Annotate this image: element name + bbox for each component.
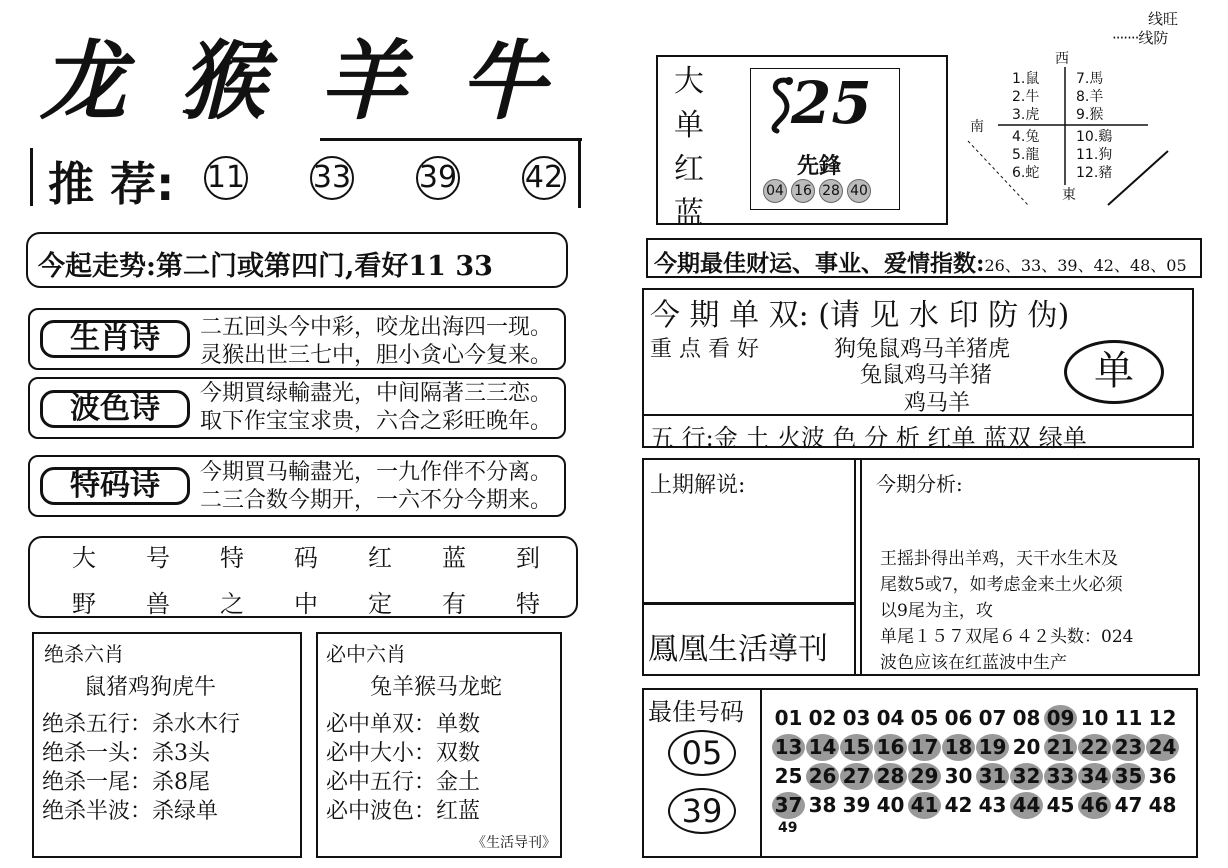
number-ball: 24 [1146, 734, 1179, 761]
number-ball: 12 [1148, 706, 1177, 730]
number-ball: 33 [1044, 763, 1077, 790]
zodiac-item: 11.狗 [1076, 147, 1113, 163]
recommend-number: 42 [522, 156, 566, 200]
vertical-char: 红 [674, 152, 704, 187]
number-row [772, 791, 1179, 820]
pioneer-ball: 16 [791, 179, 815, 203]
number-ball: 48 [1148, 793, 1177, 817]
grid-char: 之 [220, 590, 244, 618]
number-ball: 28 [874, 763, 907, 790]
index-label: 今期最佳财运、事业、爱情指数: [654, 250, 985, 277]
poem-special [200, 459, 552, 515]
pioneer-ball: 04 [763, 179, 787, 203]
analysis-line: 波色应该在红蓝波中生产 [880, 653, 1067, 673]
best-pick: 39 [668, 788, 736, 834]
pioneer-number: 25 [791, 69, 872, 137]
number-ball: 27 [840, 763, 873, 790]
number-ball: 01 [774, 706, 803, 730]
number-ball: 21 [1044, 734, 1077, 761]
title-char-2: 猴 [180, 32, 266, 132]
index-values: 26、33、39、42、48、05 [984, 256, 1187, 275]
number-ball: 07 [978, 706, 1007, 730]
number-ball: 22 [1078, 734, 1111, 761]
analysis-line: 王摇卦得出羊鸡，天干水生木及 [880, 549, 1118, 569]
number-ball: 10 [1080, 706, 1109, 730]
recommend-bar-right [578, 140, 581, 208]
best-last-number: 49 [778, 820, 798, 836]
single-double-box [642, 288, 1194, 452]
must-line: 必中单双：单数 [326, 712, 481, 737]
kill-animals: 鼠猪鸡狗虎牛 [84, 675, 217, 700]
number-ball: 34 [1078, 763, 1111, 790]
kill-box [32, 632, 302, 858]
sd-wuxing: 五 行:金 土 火波 色 分 析 红单 蓝双 绿单 [650, 424, 1087, 452]
recommend-label: 推 荐: [48, 157, 175, 211]
best-box [642, 688, 1198, 858]
number-ball: 23 [1112, 734, 1145, 761]
brand-text: 鳳凰生活導刊 [648, 632, 828, 667]
must-line: 必中五行：金土 [326, 770, 481, 795]
must-title: 必中六肖 [326, 642, 406, 666]
last-label: 上期解说: [650, 473, 746, 498]
title-char-3: 羊 [320, 32, 406, 132]
zodiac-right-bottom [1076, 128, 1112, 182]
analysis-divider [854, 460, 862, 674]
number-ball: 26 [806, 763, 839, 790]
sd-divider [644, 414, 1192, 416]
pioneer-label: 先鋒 [797, 154, 842, 179]
trend-text: 今起走势:第二门或第四门,看好11 33 [38, 251, 493, 282]
best-divider [760, 690, 762, 856]
recommend-number: 33 [310, 156, 354, 200]
grid-char: 大 [72, 544, 96, 572]
number-row [772, 762, 1179, 791]
number-ball: 05 [910, 706, 939, 730]
number-ball: 08 [1012, 706, 1041, 730]
poem-tag-special: 特码诗 [40, 467, 190, 505]
number-ball: 44 [1010, 792, 1043, 819]
vertical-char: 单 [674, 108, 704, 143]
number-ball: 45 [1046, 793, 1075, 817]
trend-box [26, 232, 568, 288]
number-ball: 17 [908, 734, 941, 761]
pioneer-box [750, 68, 900, 210]
grid-char: 到 [516, 544, 540, 572]
number-ball: 47 [1114, 793, 1143, 817]
number-ball: 14 [806, 734, 839, 761]
zodiac-left-bottom [1012, 128, 1039, 182]
poem-color [200, 380, 552, 436]
pioneer-ball: 40 [847, 179, 871, 203]
kill-line: 绝杀一头：杀3头 [42, 741, 210, 766]
number-ball: 02 [808, 706, 837, 730]
vertical-char: 大 [674, 64, 704, 99]
title-underline [320, 138, 582, 141]
poem-line: 二三合数今期开，一六不分今期来。 [200, 488, 553, 513]
title-char-1: 龙 [40, 32, 126, 132]
recommend-number: 39 [416, 156, 460, 200]
number-ball: 41 [908, 792, 941, 819]
kill-title: 绝杀六肖 [44, 642, 124, 666]
analysis-lines [880, 546, 1133, 676]
grid-char: 码 [294, 544, 318, 572]
grid-char: 特 [220, 544, 244, 572]
grid-char: 野 [72, 590, 96, 618]
top-right-label-2: ·······线防 [1112, 29, 1169, 47]
recommend-number: 11 [204, 156, 248, 200]
grid-char: 有 [442, 590, 466, 618]
sd-focus-label: 重 点 看 好 [650, 337, 759, 362]
grid-char: 蓝 [442, 544, 466, 572]
zodiac-west: 西 [1055, 51, 1069, 67]
poem-tag-color: 波色诗 [40, 390, 190, 428]
number-ball: 15 [840, 734, 873, 761]
grid-char: 红 [368, 544, 392, 572]
number-ball: 13 [772, 734, 805, 761]
zodiac-item: 6.蛇 [1012, 165, 1040, 181]
kill-line: 绝杀一尾：杀8尾 [42, 770, 210, 795]
top-right-label-1: 线旺 [1148, 10, 1179, 28]
top-right-label-2-text: 线防 [1138, 29, 1169, 47]
number-ball: 42 [944, 793, 973, 817]
sd-line: 兔鼠鸡马羊猪 [860, 363, 993, 388]
number-ball: 29 [908, 763, 941, 790]
analysis-line: 单尾１５７双尾６４２头数：024 [880, 627, 1134, 647]
kill-line: 绝杀五行：杀水木行 [42, 712, 241, 737]
poem-line: 今期買绿輸盡光，中间隔著三三恋。 [200, 381, 553, 406]
sd-line: 狗兔鼠鸡马羊猪虎 [834, 337, 1011, 362]
zodiac-item: 5.龍 [1012, 147, 1040, 163]
number-ball: 18 [942, 734, 975, 761]
sd-line: 鸡马羊 [904, 391, 971, 416]
grid-char: 特 [516, 590, 540, 618]
kill-line: 绝杀半波：杀绿单 [42, 799, 219, 824]
zodiac-south: 南 [970, 119, 984, 135]
zodiac-item: 4.兔 [1012, 129, 1040, 145]
recommend-numbers [204, 156, 566, 200]
number-ball: 35 [1112, 763, 1145, 790]
grid-row-1 [36, 538, 576, 573]
grid-char: 中 [294, 590, 318, 618]
number-ball: 03 [842, 706, 871, 730]
poem-tag-zodiac: 生肖诗 [40, 320, 190, 358]
poem-line: 今期買马輸盡光，一九作伴不分离。 [200, 460, 553, 485]
number-ball: 09 [1044, 705, 1077, 732]
number-ball: 20 [1012, 735, 1041, 759]
grid-char: 定 [368, 590, 392, 618]
number-ball: 36 [1148, 764, 1177, 788]
number-ball: 16 [874, 734, 907, 761]
analysis-box [642, 458, 1200, 676]
zodiac-left-top [1012, 70, 1039, 124]
grid-row-2 [36, 584, 576, 619]
number-ball: 46 [1078, 792, 1111, 819]
number-row [772, 733, 1179, 762]
number-row [772, 704, 1179, 733]
zodiac-item: 2.牛 [1012, 89, 1040, 105]
analysis-line: 以9尾为主，攻 [880, 601, 993, 621]
last-divider [644, 602, 854, 605]
must-list [326, 710, 480, 826]
number-ball: 40 [876, 793, 905, 817]
number-ball: 30 [944, 764, 973, 788]
analysis-line: 尾数5或7，如考虑金来土火必须 [880, 575, 1123, 595]
zodiac-east: 東 [1062, 187, 1076, 203]
poem-line: 取下作宝宝求贵，六合之彩旺晚年。 [200, 409, 553, 434]
kill-list [42, 710, 240, 826]
zodiac-item: 10.鷄 [1076, 129, 1113, 145]
zodiac-item: 9.猴 [1076, 107, 1104, 123]
number-ball: 31 [976, 763, 1009, 790]
this-label: 今期分析: [876, 472, 963, 496]
zodiac-item: 12.豬 [1076, 165, 1113, 181]
number-ball: 04 [876, 706, 905, 730]
recommend-bar-left [30, 148, 33, 206]
number-ball: 32 [1010, 763, 1043, 790]
number-ball: 19 [976, 734, 1009, 761]
zodiac-item: 3.虎 [1012, 107, 1040, 123]
poem-zodiac [200, 314, 552, 370]
best-pick: 05 [668, 730, 736, 776]
must-animals: 兔羊猴马龙蛇 [370, 675, 503, 700]
pioneer-ball: 28 [819, 179, 843, 203]
number-ball: 06 [944, 706, 973, 730]
zodiac-right-top [1076, 70, 1103, 124]
sd-stamp: 单 [1064, 340, 1164, 404]
poem-line: 灵猴出世三七中，胆小贪心今复来。 [200, 343, 553, 368]
number-ball: 39 [842, 793, 871, 817]
number-ball: 37 [772, 792, 805, 819]
sd-title: 今 期 单 双: (请 见 水 印 防 伪) [650, 298, 1070, 333]
must-source: 《生活导刊》 [472, 835, 556, 851]
zodiac-item: 8.羊 [1076, 89, 1104, 105]
vertical-char: 蓝 [674, 196, 704, 231]
must-box [316, 632, 562, 858]
poem-line: 二五回头今中彩，咬龙出海四一现。 [200, 315, 553, 340]
grid-char: 兽 [146, 590, 170, 618]
best-label: 最佳号码 [648, 698, 744, 726]
index-content [654, 245, 1187, 278]
zodiac-item: 7.馬 [1076, 71, 1104, 87]
number-grid [772, 704, 1179, 820]
number-ball: 25 [774, 764, 803, 788]
index-box [646, 238, 1202, 278]
zodiac-item: 1.鼠 [1012, 71, 1040, 87]
pioneer-balls [763, 179, 875, 203]
number-ball: 38 [808, 793, 837, 817]
vertical-chars [674, 60, 708, 236]
grid-char: 号 [146, 544, 170, 572]
title-char-4: 牛 [460, 32, 546, 132]
number-ball: 43 [978, 793, 1007, 817]
number-ball: 11 [1114, 706, 1143, 730]
must-line: 必中大小：双数 [326, 741, 481, 766]
must-line: 必中波色：红蓝 [326, 799, 481, 824]
